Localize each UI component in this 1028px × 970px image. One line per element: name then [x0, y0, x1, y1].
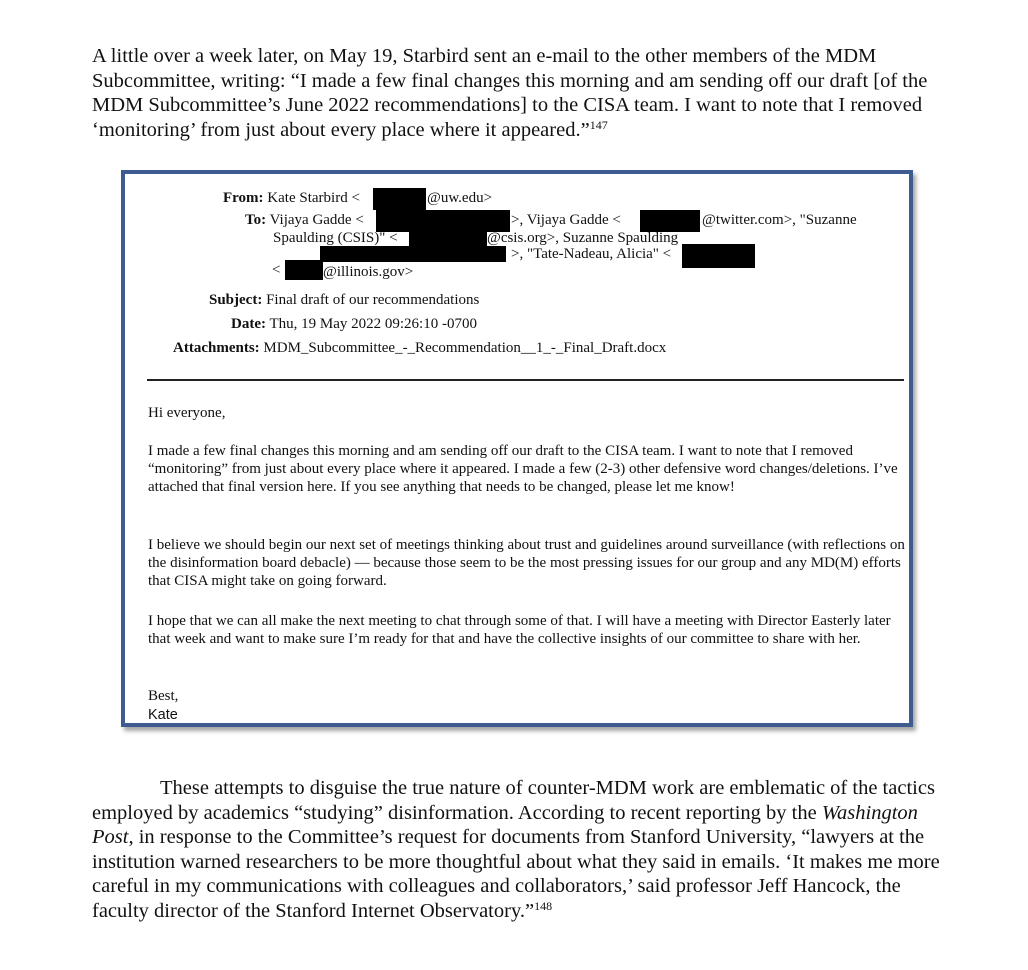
redaction-box: [409, 226, 487, 248]
date-value: Thu, 19 May 2022 09:26:10 -0700: [269, 316, 477, 332]
subject-label: Subject:: [209, 292, 263, 308]
email-signoff: Best,: [148, 688, 179, 704]
to-label: To:: [245, 212, 267, 228]
to-recipient-5: >, "Tate-Nadeau, Alicia" <: [511, 246, 672, 262]
to-recipient-3: @twitter.com>, "Suzanne: [702, 212, 857, 228]
to-recipient-6: @illinois.gov>: [323, 264, 414, 280]
date-line: [231, 316, 477, 332]
header-divider: [147, 379, 904, 381]
closing-text-b: , in response to the Committee’s request for documents from Stanford University, “lawyers at the institution warned researchers to be more thoughtful about what they said in emails. ‘It makes me more careful in my communications with colleagues and collaborators,’ said professor Jeff Hancock, the faculty director of the Stanford Internet Observatory.”: [92, 826, 940, 922]
to-line-1: [245, 212, 364, 228]
email-screenshot: [121, 170, 913, 727]
closing-paragraph: [92, 776, 952, 923]
email-signature: Kate: [148, 707, 178, 723]
redaction-box: [682, 244, 755, 268]
to-recipient-4: @csis.org>, Suzanne Spaulding: [487, 230, 679, 246]
redaction-box: [373, 188, 426, 210]
to-line-2: Spaulding (CSIS)" <: [273, 230, 398, 246]
intro-paragraph: [92, 44, 952, 142]
closing-text-a: These attempts to disguise the true nature of counter-MDM work are emblematic of the tactics employed by academics “studying” disinformation. According to recent reporting by the: [92, 777, 935, 824]
subject-line: [209, 292, 479, 308]
attachments-line: [173, 340, 666, 356]
date-label: Date:: [231, 316, 266, 332]
to-line-4: <: [272, 262, 281, 278]
redaction-box: [320, 246, 506, 262]
subject-value: Final draft of our recommendations: [266, 292, 480, 308]
from-domain: @uw.edu>: [427, 190, 493, 206]
attachment-filename: MDM_Subcommittee_-_Recommendation__1_-_Final_Draft.docx: [263, 340, 667, 356]
redaction-box: [285, 260, 323, 280]
from-name: Kate Starbird <: [267, 190, 360, 206]
intro-text: A little over a week later, on May 19, Starbird sent an e-mail to the other members of the MDM Subcommittee, writing: “I made a few final changes this morning and am sending off our draft [of the MDM Subcommittee’s June 2022 recommendations] to the CISA team. I want to note that I removed ‘monitoring’ from just about every place where it appeared.”: [92, 45, 928, 141]
email-body-paragraph-1: I made a few final changes this morning and am sending off our draft to the CISA team. I want to note that I removed “monitoring” from just about every place where it appeared. I made a few (2-3) other defensive word changes/deletions. I’ve attached that final version here. If you see anything that needs to be changed, please let me know!: [148, 443, 898, 495]
from-line: [223, 190, 360, 206]
attachments-label: Attachments:: [173, 340, 260, 356]
email-greeting: Hi everyone,: [148, 405, 226, 421]
redaction-box: [640, 210, 700, 232]
to-recipient-2: >, Vijaya Gadde <: [511, 212, 621, 228]
to-recipient-1: Vijaya Gadde <: [269, 212, 364, 228]
email-body-paragraph-2: I believe we should begin our next set of meetings thinking about trust and guidelines around surveillance (with reflections on the disinformation board debacle) — because those seem to be the most pressing issues for our group and any MD(M) efforts that CISA might take on going forward.: [148, 537, 905, 589]
footnote-148: 148: [534, 898, 553, 913]
email-body-paragraph-3: I hope that we can all make the next meeting to chat through some of that. I will have a meeting with Director Easterly later that week and want to make sure I’m ready for that and have the collective insights of our committee to share with her.: [148, 613, 891, 647]
footnote-147: 147: [589, 117, 608, 132]
from-label: From:: [223, 190, 264, 206]
publication-name: Washington Post: [92, 801, 918, 848]
